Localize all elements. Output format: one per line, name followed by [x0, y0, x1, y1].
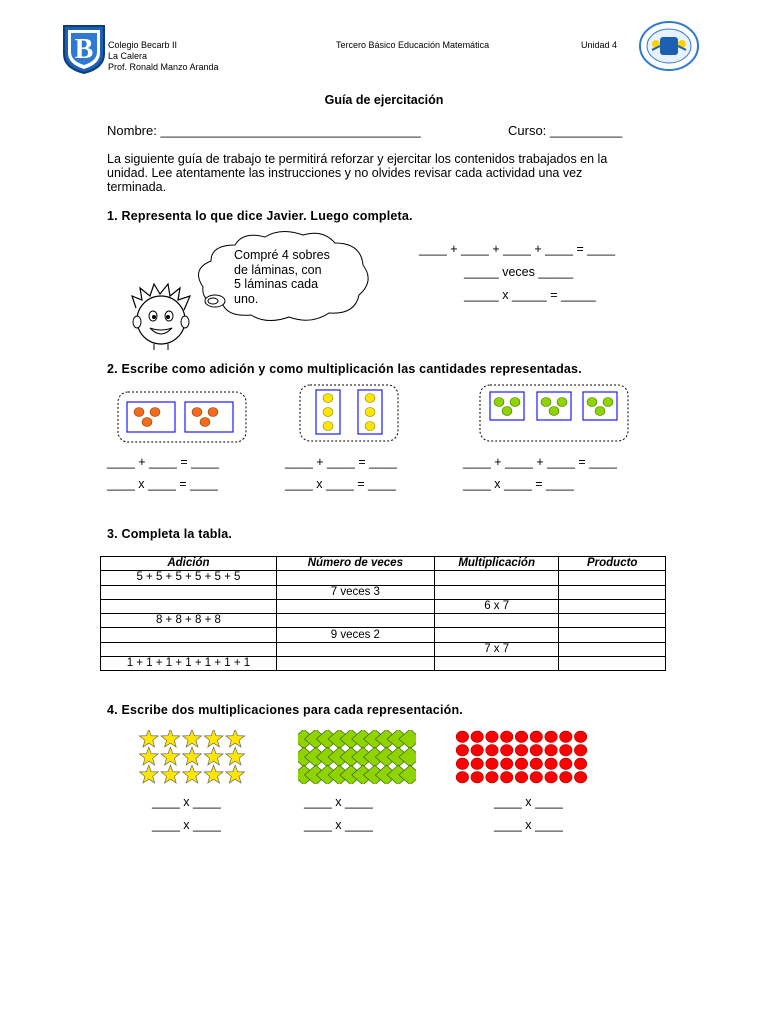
- table-cell[interactable]: 5 + 5 + 5 + 5 + 5 + 5: [101, 571, 277, 585]
- star-item: [204, 747, 223, 765]
- circle-item: [560, 772, 572, 783]
- circle-item: [530, 731, 542, 742]
- circle-item: [486, 772, 498, 783]
- circle-item: [545, 731, 557, 742]
- intro-line: terminada.: [107, 180, 167, 194]
- star-item: [204, 765, 223, 783]
- circle-item: [530, 758, 542, 769]
- star-item: [183, 765, 202, 783]
- table-cell[interactable]: [559, 628, 666, 642]
- unit-label: Unidad 4: [581, 40, 618, 50]
- group-yellow: [299, 384, 399, 447]
- circle-item: [501, 745, 513, 756]
- star-item: [226, 765, 245, 783]
- circle-item: [486, 745, 498, 756]
- table-cell[interactable]: [559, 657, 666, 671]
- circle-item: [560, 758, 572, 769]
- star-item: [183, 747, 202, 765]
- circles-mult-1[interactable]: ____ x ____: [494, 795, 563, 809]
- page-title: Guía de ejercitación: [324, 93, 444, 107]
- course-field[interactable]: Curso: __________: [508, 123, 623, 138]
- group2-multiplication[interactable]: ____ x ____ = ____: [285, 477, 396, 491]
- group1-addition[interactable]: ____ + ____ = ____: [107, 455, 219, 469]
- star-item: [226, 747, 245, 765]
- table-header-row: [101, 557, 666, 571]
- table-row: [101, 614, 666, 628]
- circle-item: [574, 772, 586, 783]
- group-green: [479, 384, 629, 447]
- diamonds-mult-2[interactable]: ____ x ____: [304, 818, 373, 832]
- table-cell[interactable]: [276, 642, 434, 656]
- table-cell[interactable]: [101, 642, 277, 656]
- table-cell[interactable]: [434, 628, 559, 642]
- circle-item: [515, 772, 527, 783]
- intro-line: unidad. Lee atentamente las instrucciones y no olvides revisar cada actividad una vez: [107, 166, 583, 180]
- circle-item: [471, 758, 483, 769]
- boy-face-icon: [128, 282, 194, 352]
- table-cell[interactable]: [276, 614, 434, 628]
- table-cell[interactable]: [559, 642, 666, 656]
- circle-item: [486, 758, 498, 769]
- table-cell[interactable]: [434, 585, 559, 599]
- group3-multiplication[interactable]: ____ x ____ = ____: [463, 477, 574, 491]
- circle-item: [530, 745, 542, 756]
- circle-item: [545, 772, 557, 783]
- shield-logo-icon: [62, 24, 106, 74]
- school-name: Colegio Becarb II: [108, 40, 178, 50]
- circle-item: [560, 745, 572, 756]
- table-row: [101, 599, 666, 613]
- circle-item: [515, 758, 527, 769]
- teacher-name: Prof. Ronald Manzo Aranda: [108, 62, 219, 72]
- group2-addition[interactable]: ____ + ____ = ____: [285, 455, 397, 469]
- section2-heading: 2. Escribe como adición y como multiplicación las cantidades representadas.: [107, 362, 582, 376]
- stars-mult-1[interactable]: ____ x ____: [152, 795, 221, 809]
- circle-item: [471, 745, 483, 756]
- name-field[interactable]: Nombre: ____________________________________: [107, 123, 421, 138]
- table-cell[interactable]: [276, 657, 434, 671]
- school-info: [108, 40, 219, 73]
- table-cell[interactable]: [434, 657, 559, 671]
- seal-logo: [638, 20, 700, 72]
- section3-heading: 3. Completa la tabla.: [107, 527, 233, 541]
- diamonds-array: [298, 730, 416, 784]
- table-row: [101, 628, 666, 642]
- intro-text: [107, 152, 687, 194]
- circles-mult-2[interactable]: ____ x ____: [494, 818, 563, 832]
- speech-line: 5 láminas cada: [234, 277, 319, 291]
- circle-item: [574, 758, 586, 769]
- table-cell[interactable]: 6 x 7: [434, 599, 559, 613]
- table-cell[interactable]: [276, 599, 434, 613]
- circle-item: [471, 772, 483, 783]
- table-row: [101, 657, 666, 671]
- campeones-seal-icon: [638, 20, 700, 72]
- times-words-line[interactable]: _____ veces _____: [464, 265, 574, 279]
- circle-item: [486, 731, 498, 742]
- circle-item: [574, 731, 586, 742]
- circle-item: [456, 772, 468, 783]
- table-cell[interactable]: [434, 614, 559, 628]
- star-item: [204, 730, 223, 747]
- star-item: [161, 747, 180, 765]
- star-item: [139, 747, 158, 765]
- group-orange: [117, 391, 247, 448]
- speech-text: [234, 248, 330, 306]
- table-cell[interactable]: 8 + 8 + 8 + 8: [101, 614, 277, 628]
- circle-item: [456, 745, 468, 756]
- table-cell[interactable]: [434, 571, 559, 585]
- column-header: Producto: [559, 557, 666, 571]
- table-cell[interactable]: 1 + 1 + 1 + 1 + 1 + 1 + 1: [101, 657, 277, 671]
- table-cell[interactable]: [101, 628, 277, 642]
- circle-item: [471, 731, 483, 742]
- circle-item: [501, 758, 513, 769]
- circle-item: [456, 758, 468, 769]
- circle-item: [560, 731, 572, 742]
- circle-item: [501, 772, 513, 783]
- javier-boy: [128, 282, 194, 352]
- circle-item: [456, 731, 468, 742]
- group1-multiplication[interactable]: ____ x ____ = ____: [107, 477, 218, 491]
- circle-item: [515, 745, 527, 756]
- star-item: [183, 730, 202, 747]
- table-cell[interactable]: [101, 599, 277, 613]
- star-item: [226, 730, 245, 747]
- practice-table: [100, 556, 666, 671]
- group3-addition[interactable]: ____ + ____ + ____ = ____: [463, 455, 617, 469]
- speech-line: Compré 4 sobres: [234, 248, 330, 262]
- course-name: Tercero Básico Educación Matemática: [336, 40, 490, 50]
- yellow-dots: [323, 394, 375, 431]
- table-cell[interactable]: [559, 571, 666, 585]
- circle-item: [515, 731, 527, 742]
- circle-item: [530, 772, 542, 783]
- column-header: Adición: [101, 557, 277, 571]
- multiplication-line[interactable]: _____ x _____ = _____: [464, 288, 596, 302]
- intro-line: La siguiente guía de trabajo te permitirá reforzar y ejercitar los contenidos trabajados en la: [107, 152, 608, 166]
- table-cell[interactable]: [276, 571, 434, 585]
- school-city: La Calera: [108, 51, 148, 61]
- speech-line: uno.: [234, 291, 259, 306]
- star-item: [139, 730, 158, 747]
- addition-line[interactable]: ____ + ____ + ____ + ____ = ____: [419, 242, 616, 256]
- circle-item: [545, 745, 557, 756]
- circle-item: [501, 731, 513, 742]
- column-header: Multiplicación: [434, 557, 559, 571]
- logo-letter: B: [74, 34, 94, 65]
- diamonds-mult-1[interactable]: ____ x ____: [304, 795, 373, 809]
- star-item: [161, 765, 180, 783]
- school-logo: [62, 24, 106, 74]
- star-item: [139, 765, 158, 783]
- table-row: [101, 585, 666, 599]
- column-header: Número de veces: [276, 557, 434, 571]
- circles-array: [455, 730, 588, 784]
- table-cell[interactable]: [101, 585, 277, 599]
- stars-mult-2[interactable]: ____ x ____: [152, 818, 221, 832]
- table-cell[interactable]: [559, 585, 666, 599]
- table-cell[interactable]: [559, 614, 666, 628]
- section4-heading: 4. Escribe dos multiplicaciones para cada representación.: [107, 703, 463, 717]
- table-cell[interactable]: 9 veces 2: [276, 628, 434, 642]
- circle-item: [545, 758, 557, 769]
- table-cell[interactable]: 7 veces 3: [276, 585, 434, 599]
- section1-heading: 1. Representa lo que dice Javier. Luego completa.: [107, 209, 413, 223]
- table-cell[interactable]: 7 x 7: [434, 642, 559, 656]
- table-row: [101, 642, 666, 656]
- stars-array: [138, 730, 246, 784]
- star-item: [161, 730, 180, 747]
- table-row: [101, 571, 666, 585]
- table-cell[interactable]: [559, 599, 666, 613]
- speech-line: de láminas, con: [234, 262, 322, 277]
- circle-item: [574, 745, 586, 756]
